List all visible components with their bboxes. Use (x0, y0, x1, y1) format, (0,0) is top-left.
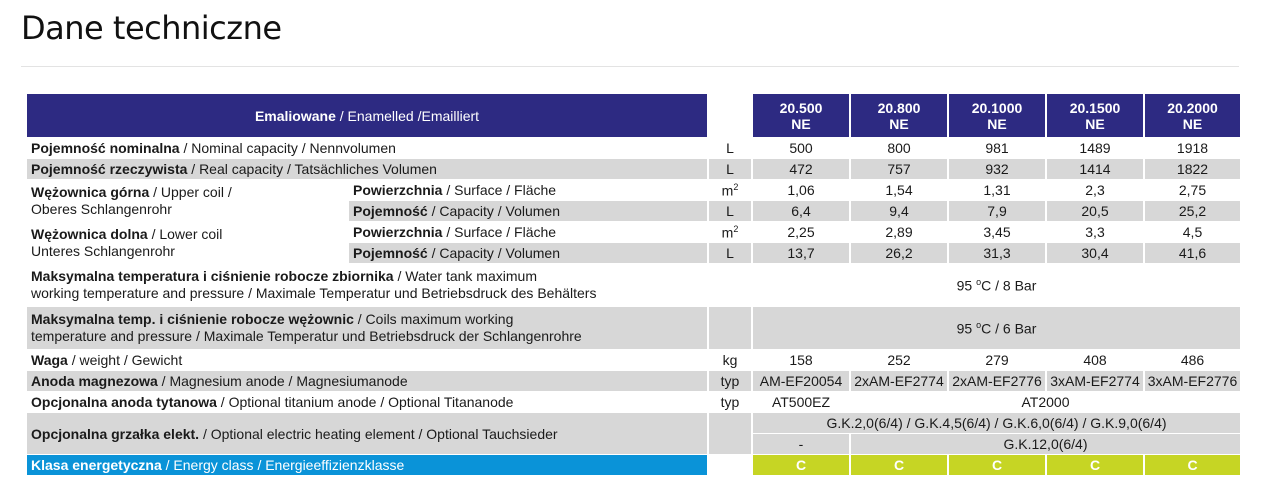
value-cell: 25,2 (1145, 201, 1240, 221)
value-cell: 4,5 (1145, 222, 1240, 242)
energy-class-badge: C (1145, 455, 1240, 475)
row-max-tank (27, 264, 1240, 306)
row-label: Anoda magnezowa / Magnesium anode / Magnesiumanode (27, 371, 707, 391)
row-label: Opcjonalna anoda tytanowa / Optional titanium anode / Optional Titananode (27, 392, 707, 412)
unit-cell: typ (709, 392, 751, 412)
row-upper-coil-surface (27, 180, 1240, 200)
model-header: 20.2000 NE (1145, 94, 1240, 137)
value-cell: 1,54 (851, 180, 947, 200)
page-title: Dane techniczne (21, 9, 282, 47)
unit-cell: L (709, 138, 751, 158)
value-cell: 1414 (1047, 159, 1143, 179)
unit-cell: typ (709, 371, 751, 391)
value-cell: 1,06 (753, 180, 849, 200)
value-cell: 2,25 (753, 222, 849, 242)
header-row (27, 94, 1240, 137)
row-label: Maksymalna temperatura i ciśnienie robocze zbiornika / Water tank maximum working temperature and pressure / Maximale Temperatur und Betriebsdruck des Behälters (27, 264, 707, 306)
row-label-lower-coil: Wężownica dolna / Lower coil Unteres Schlangenrohr (27, 222, 347, 263)
value-cell: 2xAM-EF2774 (851, 371, 947, 391)
value-cell: AM-EF20054 (753, 371, 849, 391)
row-label: Waga / weight / Gewicht (27, 350, 707, 370)
unit-cell: L (709, 201, 751, 221)
row-magnesium-anode (27, 371, 1240, 391)
row-label-upper-coil: Wężownica górna / Upper coil / Oberes Schlangenrohr (27, 180, 347, 221)
heater-options: G.K.2,0(6/4) / G.K.4,5(6/4) / G.K.6,0(6/4) / G.K.9,0(6/4) (753, 413, 1240, 433)
value-cell: 6,4 (753, 201, 849, 221)
model-header: 20.1000 NE (949, 94, 1045, 137)
value-cell: 7,9 (949, 201, 1045, 221)
title-divider (21, 66, 1239, 67)
row-label: Opcjonalna grzałka elekt. / Optional electric heating element / Optional Tauchsieder (27, 413, 707, 454)
value-cell: 279 (949, 350, 1045, 370)
unit-cell (709, 455, 751, 475)
value-cell: 3,45 (949, 222, 1045, 242)
row-label: Pojemność rzeczywista / Real capacity / Tatsächliches Volumen (27, 159, 707, 179)
unit-cell (709, 307, 751, 349)
sub-label: Powierzchnia / Surface / Fläche (349, 180, 707, 200)
value-cell: 3xAM-EF2774 (1047, 371, 1143, 391)
unit-cell: kg (709, 350, 751, 370)
value-cell: 3,3 (1047, 222, 1143, 242)
unit-cell: L (709, 243, 751, 263)
value-cell: 252 (851, 350, 947, 370)
heater-merged-value: G.K.12,0(6/4) (851, 434, 1240, 454)
model-header: 20.800 NE (851, 94, 947, 137)
value-cell: 41,6 (1145, 243, 1240, 263)
value-cell: 2,3 (1047, 180, 1143, 200)
sub-label: Powierzchnia / Surface / Fläche (349, 222, 707, 242)
value-cell: 1822 (1145, 159, 1240, 179)
value-cell: 3xAM-EF2776 (1145, 371, 1240, 391)
value-cell: 981 (949, 138, 1045, 158)
energy-class-badge: C (1047, 455, 1143, 475)
row-energy-class (27, 455, 1240, 475)
sub-label: Pojemność / Capacity / Volumen (349, 201, 707, 221)
row-nominal-capacity (27, 138, 1240, 158)
unit-cell: L (709, 159, 751, 179)
max-coil-value: 95 $^o$C / 6 Bar (753, 307, 1240, 349)
spec-table (25, 93, 1242, 476)
model-header: 20.1500 NE (1047, 94, 1143, 137)
model-header: 20.500 NE (753, 94, 849, 137)
value-cell: 13,7 (753, 243, 849, 263)
row-lower-coil-surface (27, 222, 1240, 242)
value-cell: 1918 (1145, 138, 1240, 158)
row-label: Pojemność nominalna / Nominal capacity / Nennvolumen (27, 138, 707, 158)
value-cell: 800 (851, 138, 947, 158)
value-cell: 30,4 (1047, 243, 1143, 263)
value-cell: 2,75 (1145, 180, 1240, 200)
energy-class-badge: C (851, 455, 947, 475)
row-real-capacity (27, 159, 1240, 179)
value-cell: 2,89 (851, 222, 947, 242)
energy-class-badge: C (753, 455, 849, 475)
value-cell: 26,2 (851, 243, 947, 263)
value-cell: 31,3 (949, 243, 1045, 263)
unit-cell (709, 413, 751, 454)
value-cell: 757 (851, 159, 947, 179)
titanium-merged-value: AT2000 (851, 392, 1240, 412)
value-cell: 932 (949, 159, 1045, 179)
unit-cell: $m^2$ (709, 222, 751, 242)
value-cell: 1,31 (949, 180, 1045, 200)
energy-class-badge: C (949, 455, 1045, 475)
unit-cell: $m^2$ (709, 180, 751, 200)
value-cell: 500 (753, 138, 849, 158)
max-tank-value: 95 $^o$C / 8 Bar (753, 264, 1240, 306)
value-cell: 158 (753, 350, 849, 370)
row-max-coil (27, 307, 1240, 349)
row-weight (27, 350, 1240, 370)
sub-label: Pojemność / Capacity / Volumen (349, 243, 707, 263)
row-heater-line1 (27, 413, 1240, 433)
header-unit-cell (709, 94, 751, 137)
row-titanium-anode (27, 392, 1240, 412)
value-cell: AT500EZ (753, 392, 849, 412)
value-cell: 2xAM-EF2776 (949, 371, 1045, 391)
value-cell: 486 (1145, 350, 1240, 370)
value-cell: 408 (1047, 350, 1143, 370)
value-cell: 472 (753, 159, 849, 179)
row-label: Klasa energetyczna / Energy class / Energieeffizienzklasse (27, 455, 707, 475)
value-cell: 20,5 (1047, 201, 1143, 221)
row-label: Maksymalna temp. i ciśnienie robocze wężownic / Coils maximum working temperature and pressure / Maximale Temperatur und Betriebsdruck der Schlangenrohre (27, 307, 707, 349)
header-label: Emaliowane / Enamelled /Emailliert (27, 94, 707, 137)
value-cell: 1489 (1047, 138, 1143, 158)
unit-cell (709, 264, 751, 306)
value-cell: 9,4 (851, 201, 947, 221)
value-cell: - (753, 434, 849, 454)
